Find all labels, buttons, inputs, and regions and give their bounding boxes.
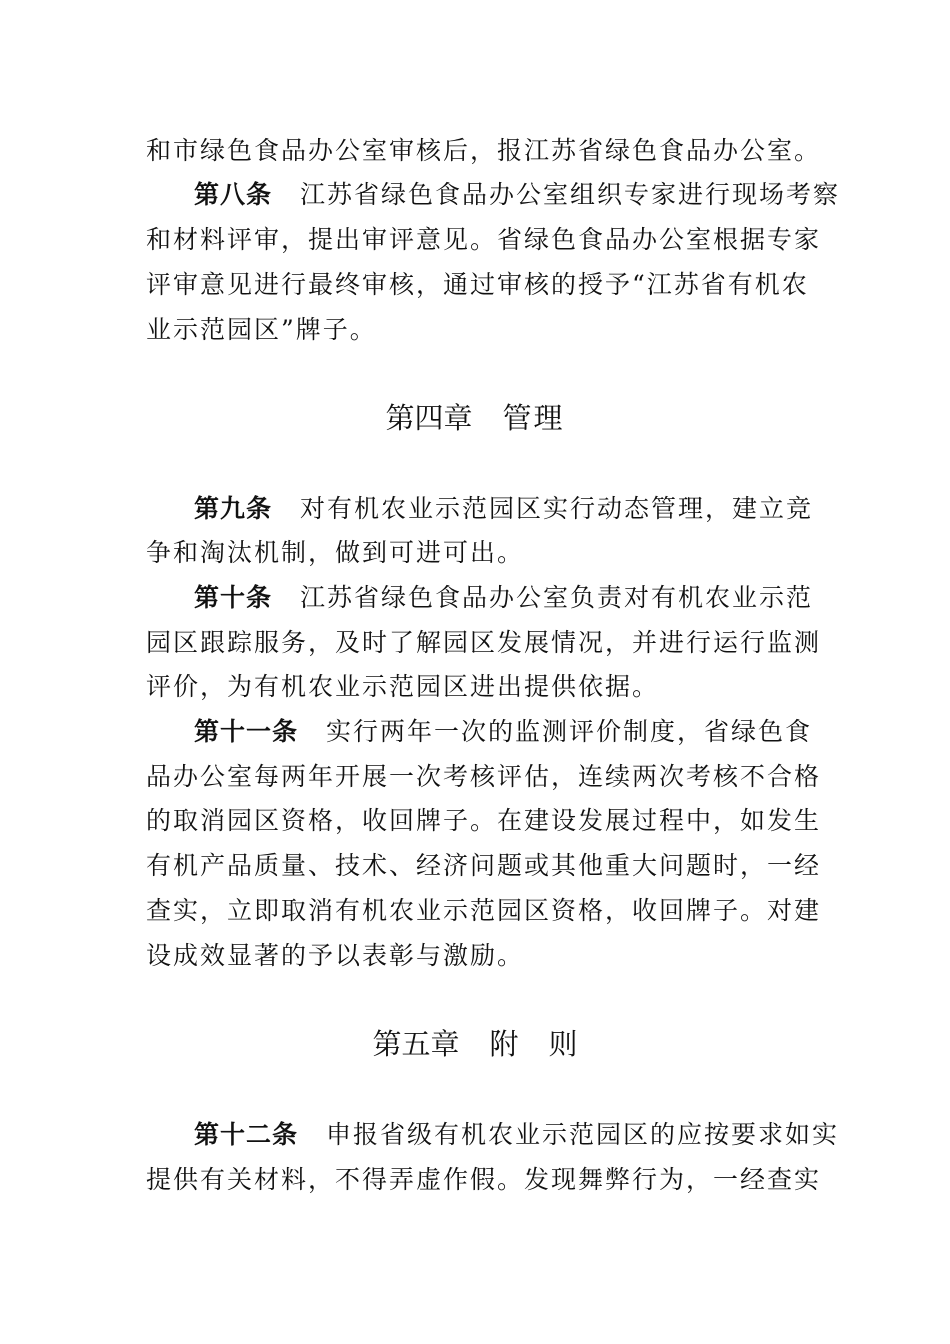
paragraph-line: 实行两年一次的监测评价制度，省绿色食 [326, 717, 813, 746]
article-11-label: 第十一条 [194, 717, 299, 746]
paragraph-line: 有机产品质量、技术、经济问题或其他重大问题时，一经 [146, 851, 822, 880]
paragraph-line: 申报省级有机农业示范园区的应按要求如实 [326, 1120, 840, 1149]
article-12-first-line [194, 1115, 840, 1155]
chapter-title: 管理 [502, 401, 565, 435]
paragraph-line: 和材料评审，提出审评意见。省绿色食品办公室根据专家 [146, 225, 822, 254]
article-9-label: 第九条 [194, 494, 273, 523]
article-12-label: 第十二条 [194, 1120, 299, 1149]
paragraph-line: 评价，为有机农业示范园区进出提供依据。 [146, 672, 660, 701]
paragraph-line: 园区跟踪服务，及时了解园区发展情况，并进行运行监测 [146, 628, 822, 657]
article-10-first-line [194, 578, 814, 618]
chapter-5-heading [0, 1022, 950, 1066]
paragraph-line: 江苏省绿色食品办公室负责对有机农业示范 [300, 583, 814, 612]
chapter-4-heading [0, 396, 950, 440]
paragraph-line: 提供有关材料，不得弄虚作假。发现舞弊行为，一经查实 [146, 1165, 822, 1194]
chapter-title: 附则 [489, 1027, 608, 1061]
article-9-first-line [194, 489, 814, 529]
article-8-label: 第八条 [194, 180, 273, 209]
paragraph-line: 评审意见进行最终审核，通过审核的授予“江苏省有机农 [146, 270, 809, 299]
paragraph-line: 业示范园区”牌子。 [146, 315, 377, 344]
paragraph-line: 和市绿色食品办公室审核后，报江苏省绿色食品办公室。 [146, 136, 822, 165]
article-8-first-line [194, 175, 841, 215]
paragraph-line: 对有机农业示范园区实行动态管理，建立竞 [300, 494, 814, 523]
article-10-label: 第十条 [194, 583, 273, 612]
paragraph-line: 查实，立即取消有机农业示范园区资格，收回牌子。对建 [146, 896, 822, 925]
paragraph-line: 品办公室每两年开展一次考核评估，连续两次考核不合格 [146, 762, 822, 791]
article-11-first-line [194, 712, 813, 752]
paragraph-line: 设成效显著的予以表彰与激励。 [146, 941, 525, 970]
chapter-number: 第五章 [372, 1027, 460, 1061]
paragraph-line: 的取消园区资格，收回牌子。在建设发展过程中，如发生 [146, 806, 822, 835]
chapter-number: 第四章 [385, 401, 473, 435]
paragraph-line: 江苏省绿色食品办公室组织专家进行现场考察 [300, 180, 841, 209]
paragraph-line: 争和淘汰机制，做到可进可出。 [146, 538, 525, 567]
